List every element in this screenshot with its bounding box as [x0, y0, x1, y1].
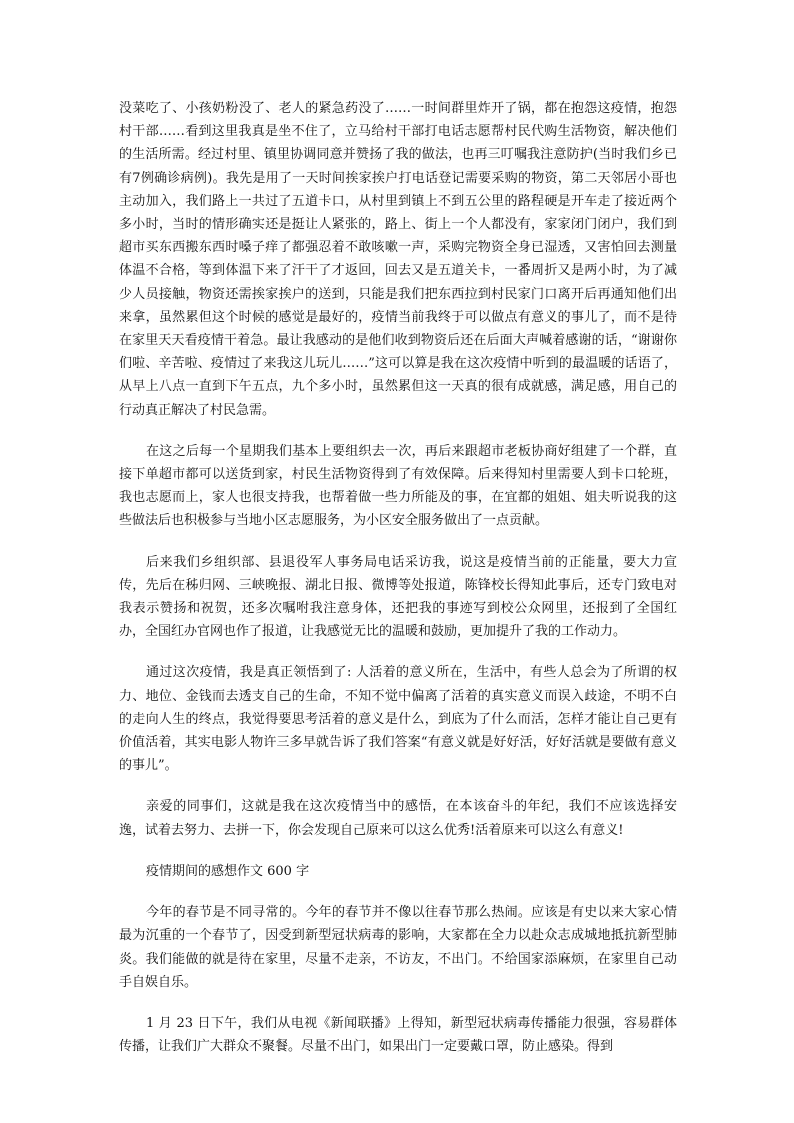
document-body	[119, 97, 677, 1076]
paragraph-4: 通过这次疫情，我是真正领悟到了: 人活着的意义所在，生活中，有些人总会为了所谓的权力、地位、金钱而去透支自己的生命，不知不觉中偏离了活着的真实意义而误入歧途，不明不白的走向人生的终点，我觉得要思考活着的意义是什么，到底为了什么而活，怎样才能让自己更有价值活着，其实电影人物许三多早就告诉了我们答案“有意义就是好好活，好好活就是要做有意义的事儿”。	[119, 665, 677, 774]
paragraph-5: 亲爱的同事们，这就是我在这次疫情当中的感悟，在本该奋斗的年纪，我们不应该选择安逸，试着去努力、去拼一下，你会发现自己原来可以这么优秀!活着原来可以这么有意义!	[119, 799, 677, 838]
paragraph-1: 没菜吃了、小孩奶粉没了、老人的紧急药没了……一时间群里炸开了锅，都在抱怨这疫情，抱怨村干部……看到这里我真是坐不住了，立马给村干部打电话志愿帮村民代购生活物资，解决他们的生活所需。经过村里、镇里协调同意并赞扬了我的做法，也再三叮嘱我注意防护(当时我们乡已有7例确诊病例)。我先是用了一天时间挨家挨户打电话登记需要采购的物资，第二天邻居小哥也主动加入，我们路上一共过了五道卡口，从村里到镇上不到五公里的路程硬是开车走了接近两个多小时，当时的情形确实还是挺让人紧张的，路上、街上一个人都没有，家家闭门闭户，我们到超市买东西搬东西时嗓子痒了都强忍着不敢咳嗽一声，采购完物资全身已湿透，又害怕回去测量体温不合格，等到体温下来了汗干了才返回，回去又是五道关卡，一番周折又是两小时，为了减少人员接触，物资还需挨家挨户的送到，只能是我们把东西拉到村民家门口离开后再通知他们出来拿，虽然累但这个时候的感觉是最好的，疫情当前我终于可以做点有意义的事儿了，而不是待在家里天天看疫情干着急。最让我感动的是他们收到物资后还在后面大声喊着感谢的话，“谢谢你们啦、辛苦啦、疫情过了来我这儿玩儿……”这可以算是我在这次疫情中听到的最温暖的话语了，从早上八点一直到下午五点，九个多小时，虽然累但这一天真的很有成就感，满足感，用自己的行动真正解决了村民急需。	[119, 101, 677, 418]
paragraph-7: 1 月 23 日下午，我们从电视《新闻联播》上得知，新型冠状病毒传播能力很强，容易群体传播，让我们广大群众不聚餐。尽量不出门，如果出门一定要戴口罩，防止感染。得到	[119, 1015, 677, 1055]
paragraph-6: 今年的春节是不同寻常的。今年的春节并不像以往春节那么热闹。应该是有史以来大家心情最为沉重的一个春节了，因受到新型冠状病毒的影响，大家都在全力以赴众志成城地抵抗新型肺炎。我们能做的就是待在家里，尽量不走亲，不访友，不出门。不给国家添麻烦，在家里自己动手自娱自乐。	[119, 905, 677, 990]
section-heading: 疫情期间的感想作文 600 字	[146, 863, 310, 879]
paragraph-2: 在这之后每一个星期我们基本上要组织去一次，再后来跟超市老板协商好组建了一个群，直接下单超市都可以送货到家，村民生活物资得到了有效保障。后来得知村里需要人到卡口轮班，我也志愿而上，家人也很支持我，也帮着做一些力所能及的事，在宜都的姐姐、姐夫听说我的这些做法后也积极参与当地小区志愿服务，为小区安全服务做出了一点贡献。	[119, 443, 677, 529]
paragraph-3: 后来我们乡组织部、县退役军人事务局电话采访我，说这是疫情当前的正能量，要大力宣传，先后在秭归网、三峡晚报、湖北日报、微博等处报道，陈锋校长得知此事后，还专门致电对我表示赞扬和祝贺，还多次嘱咐我注意身体，还把我的事迹写到校公众网里，还报到了全国红办，全国红办官网也作了报道，让我感觉无比的温暖和鼓励，更加提升了我的工作动力。	[119, 554, 677, 640]
